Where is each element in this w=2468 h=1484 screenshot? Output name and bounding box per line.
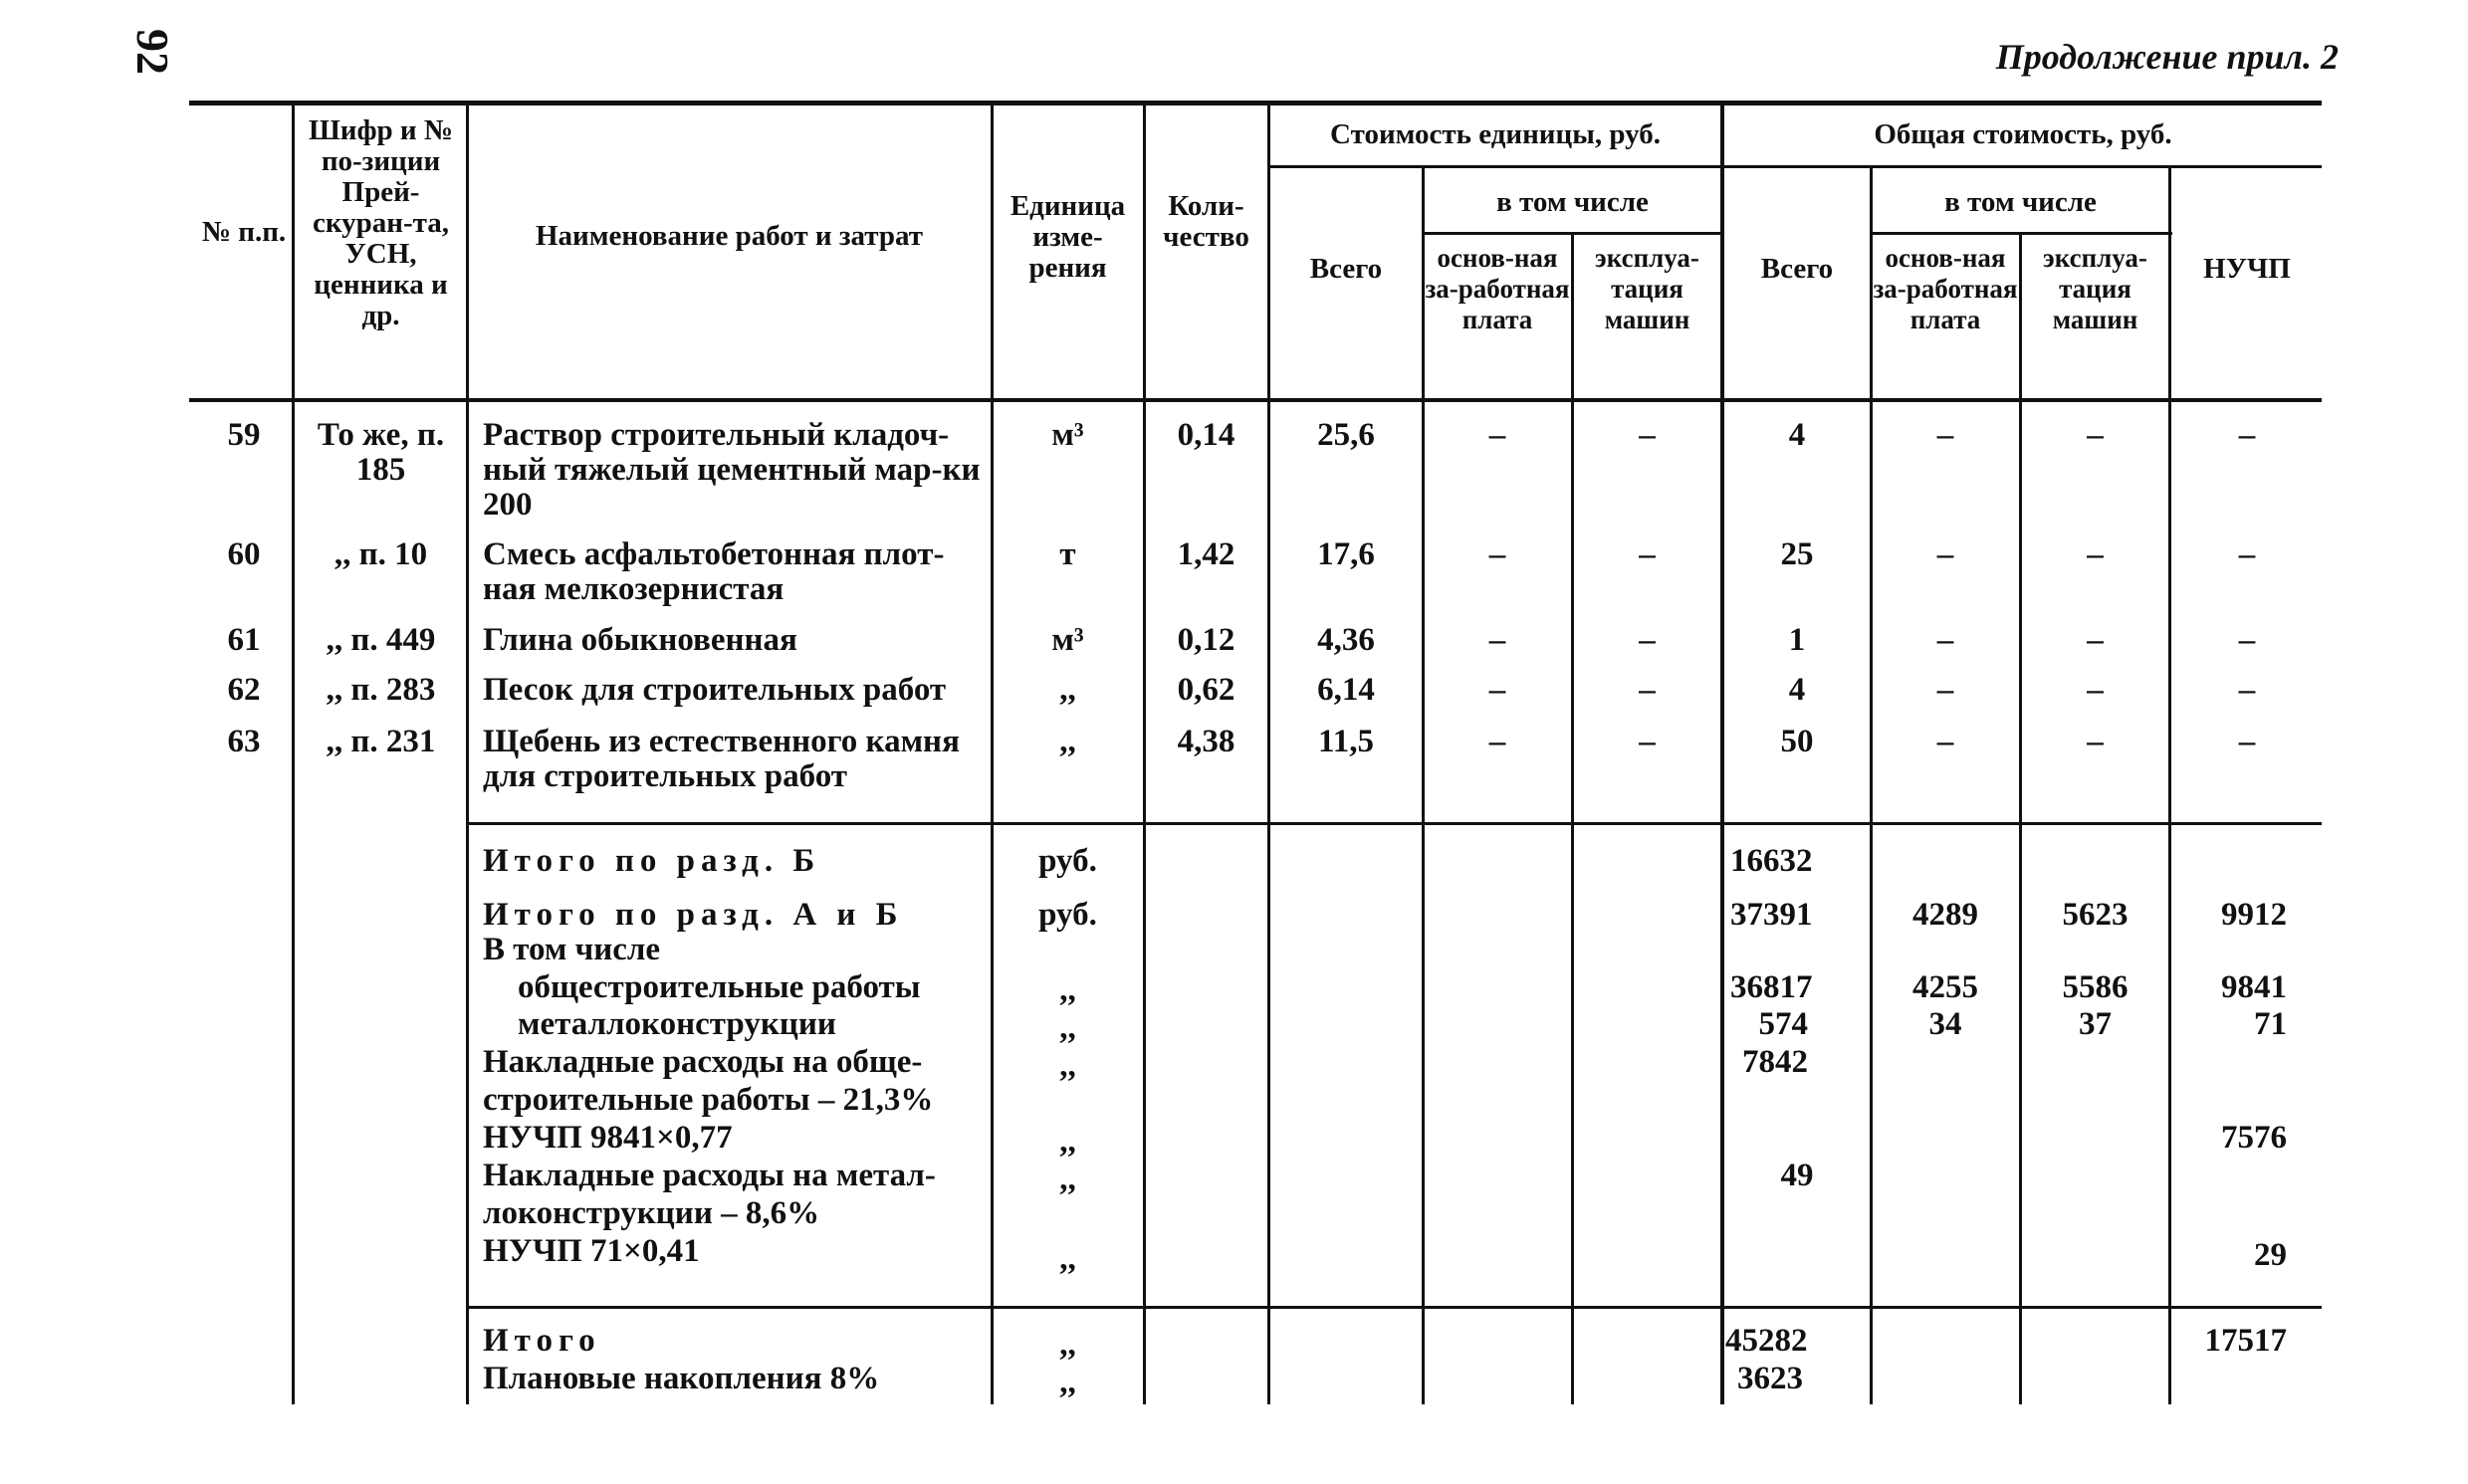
header-name: Наименование работ и затрат [535,220,924,252]
summary-itogo-ab-nuchp: 9912 [2221,897,2287,933]
cell-qty: 0,14 [1177,417,1235,453]
cell-code: ,, п. 231 [326,724,436,759]
cell-total-machines: – [2087,417,2104,453]
cell-total-wage: – [1936,417,1954,453]
cell-total-wage: – [1936,622,1954,658]
summary-itogo-ab-label: Итого по разд. А и Б [483,897,904,933]
cell-nuchp: – [2238,724,2256,759]
cell-machines: – [1639,724,1656,759]
summary-itogo-label: Итого [483,1323,601,1359]
summary-metal-machines: 37 [2079,1006,2112,1042]
header-incl-2: в том числе [1944,186,2097,218]
cell-qty: 0,12 [1177,622,1235,658]
cell-code: ,, п. 449 [326,622,436,658]
cell-name: Песок для строительных работ [483,672,947,708]
summary-itogo-ab-machines: 5623 [2062,897,2129,933]
summary-overhead-metal-label-1: Накладные расходы на метал- [483,1158,936,1193]
header-machines-2: эксплуа-тация машин [2043,243,2147,334]
summary-metal-wage: 34 [1928,1006,1962,1042]
cell-unit: т [1059,536,1076,572]
cell-name: Глина обыкновенная [483,622,797,658]
cell-nuchp: – [2238,672,2256,708]
header-all-2: Всего [1760,253,1834,285]
summary-metal-label: металлоконструкции [518,1006,836,1042]
cell-machines: – [1639,672,1656,708]
header-cipher: Шифр и № по-зиции Прей-скуран-та, УСН, ценника и др. [308,114,454,331]
header-all-1: Всего [1309,253,1383,285]
summary-itogo-b-total: 16632 [1730,843,1813,879]
cell-qty: 1,42 [1177,536,1235,572]
summary-plan-label: Плановые накопления 8% [483,1361,880,1396]
cell-unit: ,, [1059,672,1076,708]
summary-itogo-b-label: Итого по разд. Б [483,843,821,879]
cell-machines: – [1639,622,1656,658]
summary-metal-total: 574 [1758,1006,1808,1042]
summary-itogo-nuchp: 17517 [2204,1323,2287,1359]
summary-overhead-general-unit: ,, [1059,1048,1076,1084]
header-wage-1: основ-ная за-работная плата [1425,243,1570,334]
summary-overhead-metal-total: 49 [1780,1158,1814,1193]
cell-total-machines: – [2087,536,2104,572]
header-wage-2: основ-ная за-работная плата [1873,243,2018,334]
cell-nuchp: – [2238,536,2256,572]
header-unit-cost: Стоимость единицы, руб. [1330,118,1661,150]
summary-incl-label: В том числе [483,932,661,967]
cell-total: 25 [1780,536,1814,572]
cell-number: 60 [227,536,261,572]
summary-itogo-ab-total: 37391 [1730,897,1813,933]
summary-itogo-b-unit: руб. [1038,843,1097,879]
cell-unit: м³ [1051,622,1084,658]
header-incl-1: в том числе [1496,186,1649,218]
cell-total-machines: – [2087,672,2104,708]
header-machines-1: эксплуа-тация машин [1595,243,1699,334]
summary-overhead-metal-unit: ,, [1059,1162,1076,1197]
cell-total: 4 [1788,672,1806,708]
header-qty: Коли-чество [1163,190,1249,253]
cell-number: 59 [227,417,261,453]
summary-itogo-ab-wage: 4289 [1912,897,1978,933]
cell-number: 63 [227,724,261,759]
cell-code: ,, п. 283 [326,672,436,708]
cell-total: 4 [1788,417,1806,453]
summary-itogo-ab-unit: руб. [1038,897,1097,933]
summary-plan-total: 3623 [1737,1361,1803,1396]
summary-overhead-general-total: 7842 [1742,1044,1808,1080]
summary-general-unit: ,, [1059,972,1076,1008]
summary-overhead-general-label-2: строительные работы – 21,3% [483,1082,934,1118]
cell-nuchp: – [2238,417,2256,453]
cell-wage: – [1488,536,1506,572]
summary-general-nuchp: 9841 [2221,969,2287,1005]
summary-itogo-total: 45282 [1725,1323,1808,1359]
cell-total-wage: – [1936,724,1954,759]
cell-total: 1 [1788,622,1806,658]
cell-wage: – [1488,672,1506,708]
cell-total-machines: – [2087,724,2104,759]
cell-nuchp: – [2238,622,2256,658]
cell-total-wage: – [1936,672,1954,708]
cell-wage: – [1488,417,1506,453]
cell-total-machines: – [2087,622,2104,658]
cell-code: То же, п. 185 [317,417,445,488]
summary-metal-unit: ,, [1059,1010,1076,1046]
summary-nuchp-metal-unit: ,, [1059,1241,1076,1277]
cell-machines: – [1639,536,1656,572]
cell-machines: – [1639,417,1656,453]
summary-itogo-unit: ,, [1059,1327,1076,1363]
summary-overhead-metal-label-2: локонструкции – 8,6% [483,1195,820,1231]
cell-price: 4,36 [1317,622,1375,658]
header-total-cost: Общая стоимость, руб. [1874,118,2172,150]
summary-nuchp-general-unit: ,, [1059,1124,1076,1160]
cell-price: 11,5 [1318,724,1374,759]
cell-total-wage: – [1936,536,1954,572]
cell-price: 6,14 [1317,672,1375,708]
cell-unit: м³ [1051,417,1084,453]
summary-overhead-general-label-1: Накладные расходы на обще- [483,1044,923,1080]
cell-code: ,, п. 10 [334,536,428,572]
cell-total: 50 [1780,724,1814,759]
cell-unit: ,, [1059,724,1076,759]
page-number: 92 [127,29,178,75]
cell-qty: 0,62 [1177,672,1235,708]
summary-general-wage: 4255 [1912,969,1978,1005]
cell-price: 25,6 [1317,417,1375,453]
summary-metal-nuchp: 71 [2254,1006,2287,1042]
cell-wage: – [1488,724,1506,759]
summary-general-total: 36817 [1730,969,1813,1005]
cell-number: 62 [227,672,261,708]
summary-nuchp-metal-label: НУЧП 71×0,41 [483,1233,700,1269]
summary-general-machines: 5586 [2062,969,2129,1005]
header-nuchp: НУЧП [2203,253,2291,285]
continuation-title: Продолжение прил. 2 [1995,37,2339,77]
summary-nuchp-general-label: НУЧП 9841×0,77 [483,1120,733,1156]
summary-plan-unit: ,, [1059,1365,1076,1400]
summary-general-label: общестроительные работы [518,969,921,1005]
summary-nuchp-metal-value: 29 [2254,1237,2287,1273]
cell-number: 61 [227,622,261,658]
cell-qty: 4,38 [1177,724,1235,759]
cell-price: 17,6 [1317,536,1375,572]
header-unit: Единица изме-рения [1010,190,1126,284]
cell-name: Раствор строительный кладоч-ный тяжелый цементный мар-ки 200 [483,417,981,523]
summary-nuchp-general-value: 7576 [2221,1120,2287,1156]
cell-wage: – [1488,622,1506,658]
header-number: № п.п. [201,216,287,248]
cell-name: Смесь асфальтобетонная плот-ная мелкозернистая [483,536,945,607]
cell-name: Щебень из естественного камня для строительных работ [483,724,960,794]
